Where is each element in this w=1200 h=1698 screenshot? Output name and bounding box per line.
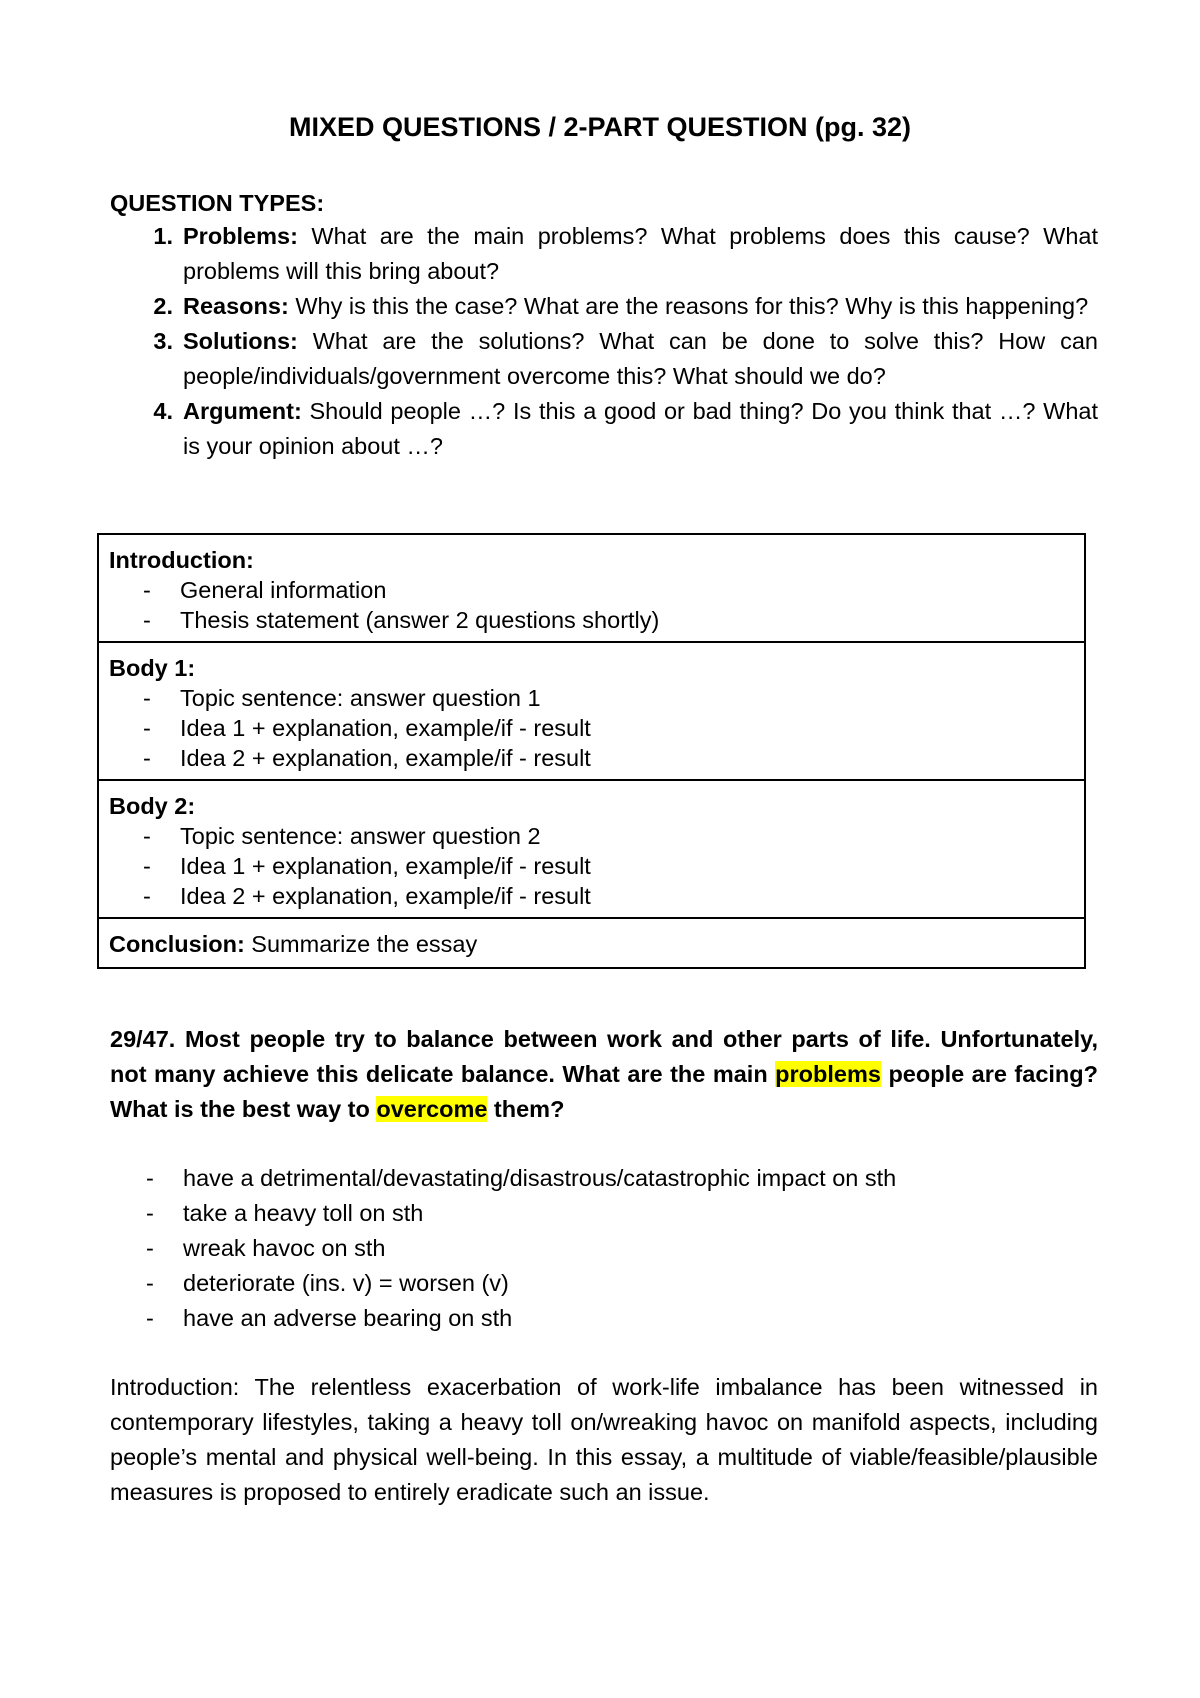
outline-point-text: Topic sentence: answer question 2	[180, 823, 541, 849]
outline-point-text: Idea 1 + explanation, example/if - result	[180, 715, 591, 741]
vocabulary-phrase: have a detrimental/devastating/disastrous/catastrophic impact on sth	[183, 1165, 897, 1191]
question-types-label: QUESTION TYPES:	[110, 190, 325, 216]
page-title: MIXED QUESTIONS / 2-PART QUESTION (pg. 32)	[288, 112, 912, 142]
outline-introduction	[99, 535, 1084, 643]
list-item-text	[183, 324, 1098, 394]
list-item	[110, 289, 1098, 324]
question-type-term: Problems:	[183, 223, 298, 249]
essay-prompt	[110, 1022, 1098, 1127]
outline-point: - General information	[143, 577, 387, 603]
prompt-text: 29/47. Most people try to balance between work and other parts of life. Unfortunately, not many achieve this delicate balance. What are the main	[110, 1026, 1098, 1087]
list-item-text	[183, 289, 1098, 324]
essay-outline-table	[97, 533, 1086, 969]
list-item-text	[183, 219, 1098, 289]
question-type-term: Reasons:	[183, 293, 289, 319]
outline-point-text: General information	[180, 577, 387, 603]
question-type-description: Why is this the case? What are the reasons for this? Why is this happening?	[288, 293, 1089, 319]
prompt-text: people are facing? What is the best way to	[110, 1061, 1098, 1122]
list-number: 2.	[153, 293, 173, 319]
prompt-text: them?	[487, 1096, 565, 1122]
outline-body-2	[99, 781, 1084, 919]
outline-point: - Idea 2 + explanation, example/if - result	[143, 745, 591, 771]
outline-point-text: Idea 2 + explanation, example/if - result	[180, 745, 591, 771]
question-type-description: Should people …? Is this a good or bad thing? Do you think that …? What is your opinion about …?	[183, 398, 1098, 459]
list-item	[110, 219, 1098, 289]
outline-point: - Idea 1 + explanation, example/if - result	[143, 853, 591, 879]
highlighted-word: overcome	[376, 1096, 488, 1122]
outline-heading: Conclusion:	[109, 931, 245, 957]
vocabulary-phrase: have an adverse bearing on sth	[183, 1305, 513, 1331]
vocabulary-phrase: take a heavy toll on sth	[183, 1200, 424, 1226]
vocabulary-list	[110, 1161, 1098, 1336]
outline-conclusion	[99, 919, 1084, 967]
outline-point: - Thesis statement (answer 2 questions shortly)	[143, 607, 660, 633]
outline-point-text: Idea 2 + explanation, example/if - result	[180, 883, 591, 909]
vocabulary-phrase: deteriorate (ins. v) = worsen (v)	[183, 1270, 509, 1296]
outline-point-text: Idea 1 + explanation, example/if - result	[180, 853, 591, 879]
list-number: 1.	[153, 223, 173, 249]
list-number: 3.	[153, 328, 173, 354]
outline-body-1	[99, 643, 1084, 781]
outline-point: - Topic sentence: answer question 1	[143, 685, 541, 711]
list-item: - have an adverse bearing on sth	[110, 1301, 1098, 1336]
vocabulary-phrase: wreak havoc on sth	[183, 1235, 386, 1261]
list-item-text	[183, 394, 1098, 464]
outline-point: - Topic sentence: answer question 2	[143, 823, 541, 849]
outline-heading: Body 2:	[109, 793, 196, 819]
question-type-term: Solutions:	[183, 328, 298, 354]
question-type-description: What are the main problems? What problems does this cause? What problems will this bring about?	[183, 223, 1098, 284]
introduction-paragraph: Introduction: The relentless exacerbation of work-life imbalance has been witnessed in contemporary lifestyles, taking a heavy toll on/wreaking havoc on manifold aspects, including people’s mental and physical well-being. In this essay, a multitude of viable/feasible/plausible measures is proposed to entirely eradicate such an issue.	[110, 1374, 1098, 1505]
outline-point-text: Thesis statement (answer 2 questions shortly)	[180, 607, 660, 633]
highlighted-word: problems	[775, 1061, 881, 1087]
list-item	[110, 324, 1098, 394]
outline-conclusion-text: Summarize the essay	[244, 931, 478, 957]
list-number: 4.	[153, 398, 173, 424]
outline-point: - Idea 1 + explanation, example/if - result	[143, 715, 591, 741]
list-item: - deteriorate (ins. v) = worsen (v)	[110, 1266, 1098, 1301]
outline-heading: Body 1:	[109, 655, 196, 681]
question-types-list	[110, 219, 1098, 464]
list-item: - have a detrimental/devastating/disastrous/catastrophic impact on sth	[110, 1161, 1098, 1196]
list-item: - wreak havoc on sth	[110, 1231, 1098, 1266]
question-type-description: What are the solutions? What can be done to solve this? How can people/individuals/government overcome this? What should we do?	[183, 328, 1098, 389]
list-item	[110, 394, 1098, 464]
list-item: - take a heavy toll on sth	[110, 1196, 1098, 1231]
question-type-term: Argument:	[183, 398, 302, 424]
outline-point: - Idea 2 + explanation, example/if - result	[143, 883, 591, 909]
outline-point-text: Topic sentence: answer question 1	[180, 685, 541, 711]
outline-heading: Introduction:	[109, 547, 254, 573]
